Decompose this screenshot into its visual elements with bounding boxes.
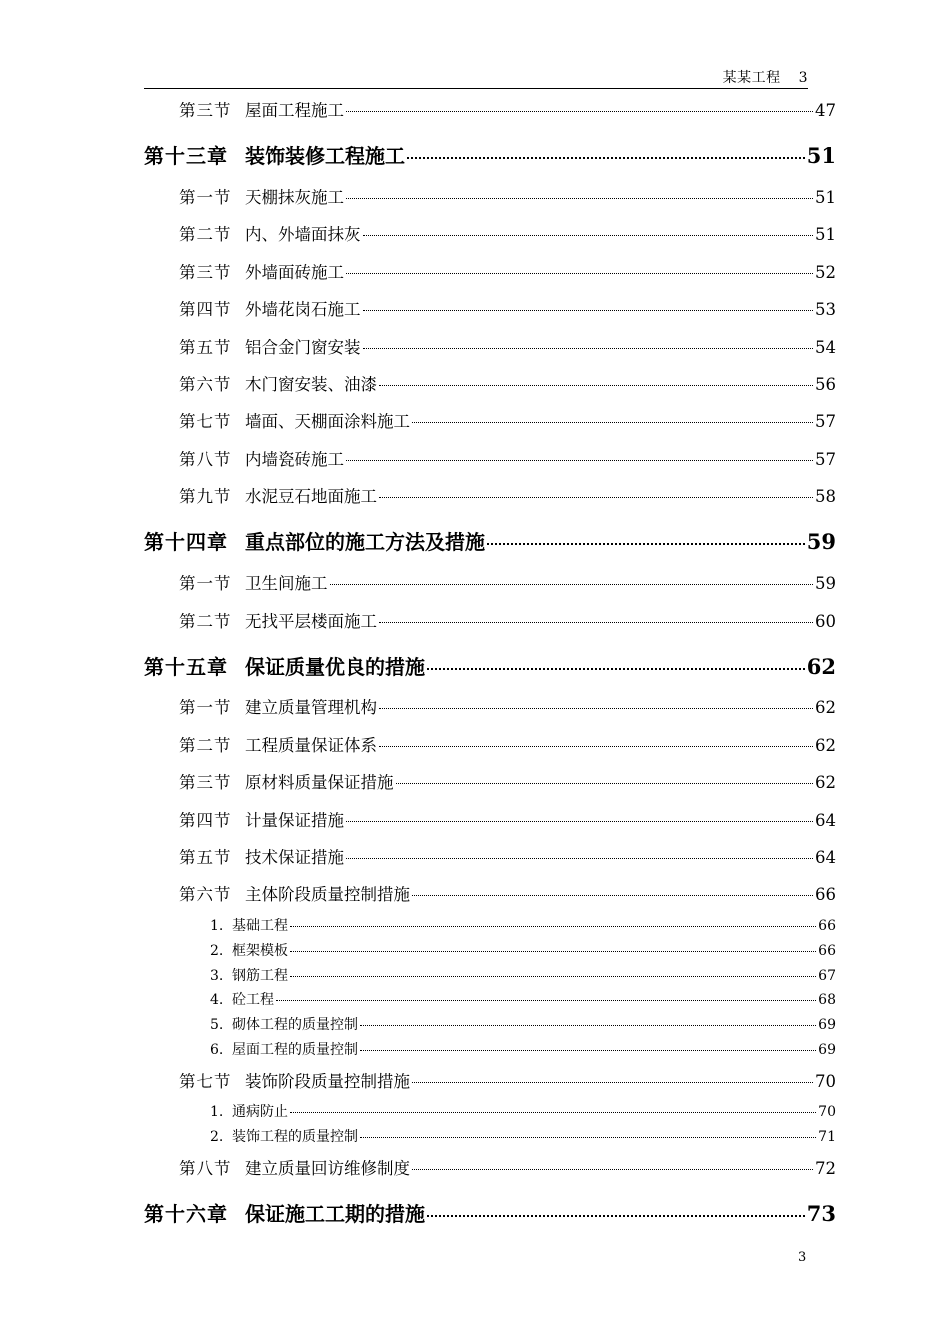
toc-entry-title: 木门窗安装、油漆 bbox=[245, 375, 377, 394]
dot-leader bbox=[346, 857, 813, 859]
toc-entry-page: 73 bbox=[806, 1201, 836, 1226]
toc-section-row[interactable] bbox=[179, 97, 836, 121]
toc-sub-row[interactable] bbox=[210, 989, 836, 1009]
toc-entry-number: 第六节 bbox=[179, 885, 232, 904]
toc-section-row[interactable] bbox=[179, 844, 836, 868]
toc-entry-number: 5. bbox=[210, 1017, 224, 1033]
toc-entry-page: 72 bbox=[815, 1159, 836, 1178]
dot-leader bbox=[290, 1111, 816, 1113]
toc-entry-page: 53 bbox=[815, 300, 836, 319]
toc-entry-title: 墙面、天棚面涂料施工 bbox=[245, 412, 410, 431]
toc-entry-number: 第四节 bbox=[179, 811, 232, 830]
toc-entry-number: 第八节 bbox=[179, 1159, 232, 1178]
dot-leader bbox=[360, 1024, 816, 1026]
toc-entry-title: 保证施工工期的措施 bbox=[245, 1202, 425, 1226]
toc-entry-title: 铝合金门窗安装 bbox=[245, 338, 361, 357]
toc-entry-title: 计量保证措施 bbox=[245, 811, 344, 830]
toc-entry-title: 内、外墙面抹灰 bbox=[245, 225, 361, 244]
toc-entry-title: 内墙瓷砖施工 bbox=[245, 450, 344, 469]
toc-entry-number: 第八节 bbox=[179, 450, 232, 469]
toc-entry-page: 54 bbox=[815, 338, 836, 357]
toc-entry-title: 原材料质量保证措施 bbox=[245, 773, 394, 792]
toc-entry-title: 通病防止 bbox=[232, 1104, 288, 1120]
toc-entry-number: 第七节 bbox=[179, 1072, 232, 1091]
dot-leader bbox=[290, 925, 816, 927]
dot-leader bbox=[379, 745, 813, 747]
toc-entry-number: 第三节 bbox=[179, 101, 232, 120]
toc-section-row[interactable] bbox=[179, 1155, 836, 1179]
dot-leader bbox=[346, 459, 813, 461]
toc-entry-page: 66 bbox=[815, 885, 836, 904]
toc-entry-title: 重点部位的施工方法及措施 bbox=[245, 530, 485, 554]
page-header bbox=[144, 66, 808, 89]
toc-section-row[interactable] bbox=[179, 732, 836, 756]
toc-entry-title: 主体阶段质量控制措施 bbox=[245, 885, 410, 904]
toc-section-row[interactable] bbox=[179, 608, 836, 632]
dot-leader bbox=[276, 999, 816, 1001]
toc-entry-number: 1. bbox=[210, 1104, 224, 1120]
footer-page-number: 3 bbox=[798, 1250, 807, 1265]
toc-entry-page: 60 bbox=[815, 612, 836, 631]
toc-entry-number: 3. bbox=[210, 968, 224, 984]
toc-entry-page: 51 bbox=[806, 143, 836, 168]
toc-entry-title: 外墙花岗石施工 bbox=[245, 300, 361, 319]
toc-entry-number: 第十五章 bbox=[144, 655, 228, 679]
toc-entry-page: 59 bbox=[806, 529, 836, 554]
toc-sub-row[interactable] bbox=[210, 1014, 836, 1034]
dot-leader bbox=[363, 234, 814, 236]
dot-leader bbox=[407, 156, 805, 159]
toc-entry-title: 天棚抹灰施工 bbox=[245, 188, 344, 207]
toc-entry-number: 第一节 bbox=[179, 574, 232, 593]
toc-entry-number: 第五节 bbox=[179, 338, 232, 357]
toc-entry-number: 第二节 bbox=[179, 225, 232, 244]
dot-leader bbox=[379, 707, 813, 709]
toc-section-row[interactable] bbox=[179, 371, 836, 395]
toc-entry-number: 4. bbox=[210, 992, 224, 1008]
toc-entry-page: 62 bbox=[815, 773, 836, 792]
toc-entry-title: 技术保证措施 bbox=[245, 848, 344, 867]
toc-entry-number: 第三节 bbox=[179, 263, 232, 282]
toc-entry-title: 基础工程 bbox=[232, 918, 288, 934]
toc-entry-page: 71 bbox=[818, 1129, 836, 1145]
dot-leader bbox=[412, 1168, 813, 1170]
toc-entry-page: 70 bbox=[818, 1104, 836, 1120]
toc-entry-number: 第二节 bbox=[179, 736, 232, 755]
toc-section-row[interactable] bbox=[179, 570, 836, 594]
dot-leader bbox=[379, 496, 813, 498]
toc-entry-page: 51 bbox=[815, 225, 836, 244]
toc-entry-title: 水泥豆石地面施工 bbox=[245, 487, 377, 506]
toc-entry-title: 钢筋工程 bbox=[232, 968, 288, 984]
dot-leader bbox=[379, 621, 813, 623]
toc-entry-number: 第七节 bbox=[179, 412, 232, 431]
toc-entry-title: 保证质量优良的措施 bbox=[245, 655, 425, 679]
toc-entry-page: 62 bbox=[806, 654, 836, 679]
toc-section-row[interactable] bbox=[179, 769, 836, 793]
dot-leader bbox=[363, 309, 814, 311]
toc-entry-page: 64 bbox=[815, 848, 836, 867]
toc-entry-number: 第六节 bbox=[179, 375, 232, 394]
dot-leader bbox=[412, 1081, 813, 1083]
toc-entry-number: 第五节 bbox=[179, 848, 232, 867]
dot-leader bbox=[346, 197, 813, 199]
toc-section-row[interactable] bbox=[179, 1068, 836, 1092]
dot-leader bbox=[346, 272, 813, 274]
toc-entry-title: 建立质量管理机构 bbox=[245, 698, 377, 717]
dot-leader bbox=[396, 782, 814, 784]
toc-entry-number: 第十六章 bbox=[144, 1202, 228, 1226]
toc-entry-page: 47 bbox=[815, 101, 836, 120]
toc-section-row[interactable] bbox=[179, 446, 836, 470]
toc-entry-page: 59 bbox=[815, 574, 836, 593]
toc-section-row[interactable] bbox=[179, 184, 836, 208]
toc-entry-title: 外墙面砖施工 bbox=[245, 263, 344, 282]
toc-entry-page: 56 bbox=[815, 375, 836, 394]
toc-entry-page: 66 bbox=[818, 918, 836, 934]
dot-leader bbox=[290, 975, 816, 977]
dot-leader bbox=[360, 1049, 816, 1051]
header-page-number: 3 bbox=[798, 70, 808, 86]
dot-leader bbox=[412, 421, 813, 423]
toc-entry-number: 1. bbox=[210, 918, 224, 934]
header-text bbox=[723, 67, 808, 87]
toc-entry-page: 62 bbox=[815, 698, 836, 717]
toc-entry-title: 建立质量回访维修制度 bbox=[245, 1159, 410, 1178]
toc-entry-title: 砼工程 bbox=[232, 992, 274, 1008]
toc-entry-page: 69 bbox=[818, 1017, 836, 1033]
toc-section-row[interactable] bbox=[179, 408, 836, 432]
toc-section-row[interactable] bbox=[179, 259, 836, 283]
dot-leader bbox=[427, 1214, 805, 1217]
dot-leader bbox=[412, 894, 813, 896]
toc-entry-number: 2. bbox=[210, 943, 224, 959]
dot-leader bbox=[363, 347, 814, 349]
toc-entry-title: 砌体工程的质量控制 bbox=[232, 1017, 358, 1033]
toc-entry-page: 57 bbox=[815, 450, 836, 469]
toc-sub-row[interactable] bbox=[210, 915, 836, 935]
toc-chapter-row[interactable] bbox=[144, 1198, 836, 1227]
dot-leader bbox=[346, 820, 813, 822]
dot-leader bbox=[379, 384, 813, 386]
toc-section-row[interactable] bbox=[179, 296, 836, 320]
toc-entry-page: 68 bbox=[818, 992, 836, 1008]
toc-entry-page: 67 bbox=[818, 968, 836, 984]
toc-entry-page: 58 bbox=[815, 487, 836, 506]
toc-sub-row[interactable] bbox=[210, 1101, 836, 1121]
dot-leader bbox=[360, 1136, 816, 1138]
toc-entry-title: 无找平层楼面施工 bbox=[245, 612, 377, 631]
toc-entry-title: 装饰工程的质量控制 bbox=[232, 1129, 358, 1145]
toc-entry-number: 6. bbox=[210, 1042, 224, 1058]
header-title: 某某工程 bbox=[722, 70, 781, 86]
toc-entry-page: 69 bbox=[818, 1042, 836, 1058]
toc-section-row[interactable] bbox=[179, 694, 836, 718]
dot-leader bbox=[330, 583, 814, 585]
dot-leader bbox=[427, 667, 805, 670]
toc-entry-page: 64 bbox=[815, 811, 836, 830]
toc-entry-page: 57 bbox=[815, 412, 836, 431]
toc-entry-title: 工程质量保证体系 bbox=[245, 736, 377, 755]
toc-entry-page: 52 bbox=[815, 263, 836, 282]
toc-entry-number: 第四节 bbox=[179, 300, 232, 319]
toc-entry-page: 66 bbox=[818, 943, 836, 959]
toc-entry-title: 装饰阶段质量控制措施 bbox=[245, 1072, 410, 1091]
toc-entry-number: 2. bbox=[210, 1129, 224, 1145]
dot-leader bbox=[290, 950, 816, 952]
toc-sub-row[interactable] bbox=[210, 1126, 836, 1146]
toc-entry-page: 70 bbox=[815, 1072, 836, 1091]
toc-entry-page: 62 bbox=[815, 736, 836, 755]
toc-section-row[interactable] bbox=[179, 483, 836, 507]
toc-entry-title: 屋面工程的质量控制 bbox=[232, 1042, 358, 1058]
toc-chapter-row[interactable] bbox=[144, 651, 836, 680]
toc-section-row[interactable] bbox=[179, 334, 836, 358]
toc-entry-number: 第二节 bbox=[179, 612, 232, 631]
toc-section-row[interactable] bbox=[179, 881, 836, 905]
toc-section-row[interactable] bbox=[179, 807, 836, 831]
toc-chapter-row[interactable] bbox=[144, 526, 836, 555]
toc-entry-number: 第三节 bbox=[179, 773, 232, 792]
toc-entry-number: 第一节 bbox=[179, 188, 232, 207]
dot-leader bbox=[487, 542, 805, 545]
toc-entry-title: 屋面工程施工 bbox=[245, 101, 344, 120]
toc-entry-title: 装饰装修工程施工 bbox=[245, 144, 405, 168]
toc-entry-title: 框架模板 bbox=[232, 943, 288, 959]
dot-leader bbox=[346, 110, 813, 112]
toc-entry-page: 51 bbox=[815, 188, 836, 207]
toc-chapter-row[interactable] bbox=[144, 140, 836, 169]
toc-sub-row[interactable] bbox=[210, 965, 836, 985]
toc-entry-number: 第九节 bbox=[179, 487, 232, 506]
toc-entry-number: 第十三章 bbox=[144, 144, 228, 168]
toc-entry-title: 卫生间施工 bbox=[245, 574, 328, 593]
toc-sub-row[interactable] bbox=[210, 1039, 836, 1059]
toc-section-row[interactable] bbox=[179, 221, 836, 245]
toc-entry-number: 第十四章 bbox=[144, 530, 228, 554]
toc-sub-row[interactable] bbox=[210, 940, 836, 960]
toc-entry-number: 第一节 bbox=[179, 698, 232, 717]
